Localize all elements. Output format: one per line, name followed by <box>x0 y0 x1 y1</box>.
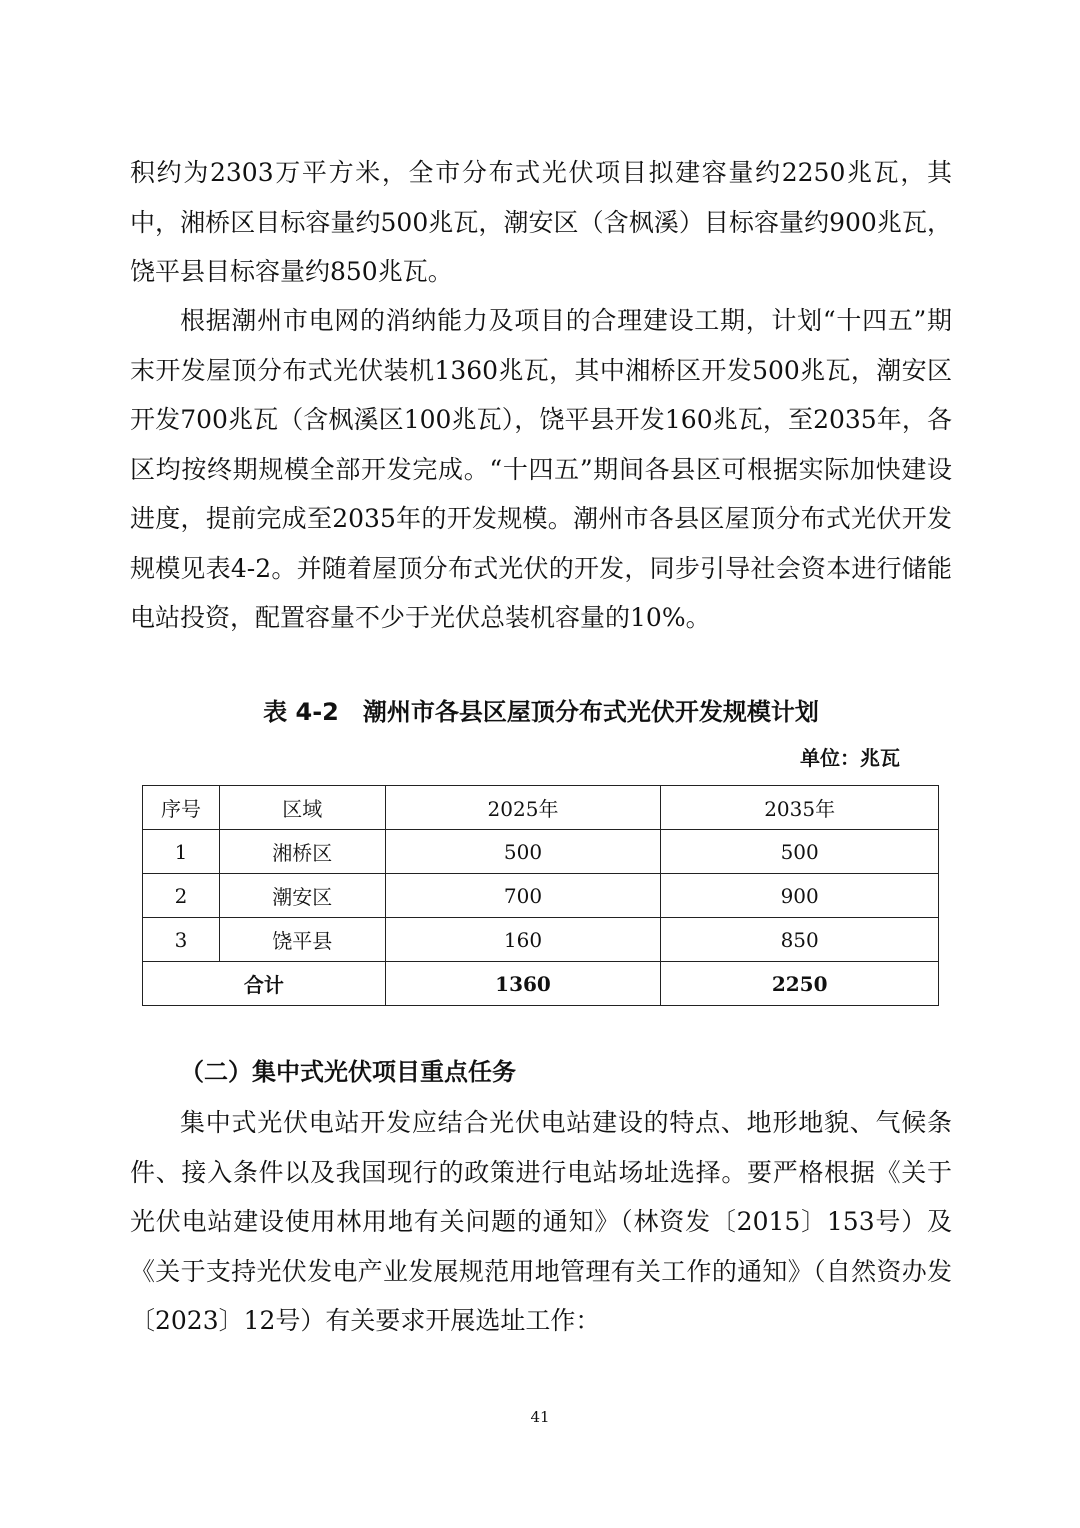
table-cell: 湘桥区 <box>219 830 385 874</box>
table-cell: 850 <box>661 918 939 962</box>
table-cell: 3 <box>143 918 220 962</box>
table-row <box>143 874 939 918</box>
capacity-table <box>142 785 939 1006</box>
paragraph-rooftop-capacity: 积约为2303万平方米，全市分布式光伏项目拟建容量约2250兆瓦，其中，湘桥区目标容量约500兆瓦，潮安区（含枫溪）目标容量约900兆瓦，饶平县目标容量约850兆瓦。 <box>130 158 952 286</box>
table-header-row <box>143 786 939 830</box>
table-cell: 饶平县 <box>219 918 385 962</box>
table-row <box>143 830 939 874</box>
header-cell-2025: 2025年 <box>385 786 661 830</box>
total-2025: 1360 <box>385 962 661 1006</box>
paragraph-site-selection: 集中式光伏电站开发应结合光伏电站建设的特点、地形地貌、气候条件、接入条件以及我国现行的政策进行电站场址选择。要严格根据《关于光伏电站建设使用林用地有关问题的通知》（林资发〔2015〕153号）及《关于支持光伏发电产业发展规范用地管理有关工作的通知》（自然资办发〔2023〕12号）有关要求开展选址工作： <box>130 1108 952 1335</box>
table-cell: 500 <box>661 830 939 874</box>
table-cell: 160 <box>385 918 661 962</box>
paragraph-development-plan: 根据潮州市电网的消纳能力及项目的合理建设工期，计划“十四五”期末开发屋顶分布式光伏装机1360兆瓦，其中湘桥区开发500兆瓦，潮安区开发700兆瓦（含枫溪区100兆瓦），饶平县开发160兆瓦，至2035年，各区均按终期规模全部开发完成。“十四五”期间各县区可根据实际加快建设进度，提前完成至2035年的开发规模。潮州市各县区屋顶分布式光伏开发规模见表4-2。并随着屋顶分布式光伏的开发，同步引导社会资本进行储能电站投资，配置容量不少于光伏总装机容量的10%。 <box>130 306 952 632</box>
section-heading: （二）集中式光伏项目重点任务 <box>180 1058 516 1086</box>
table-cell: 1 <box>143 830 220 874</box>
page-number: 41 <box>530 1408 550 1426</box>
table-title: 表 4-2 潮州市各县区屋顶分布式光伏开发规模计划 <box>263 698 819 726</box>
table-total-row <box>143 962 939 1006</box>
table-row <box>143 918 939 962</box>
table-cell: 潮安区 <box>219 874 385 918</box>
header-cell-2035: 2035年 <box>661 786 939 830</box>
header-cell-index: 序号 <box>143 786 220 830</box>
table-cell: 700 <box>385 874 661 918</box>
table-cell: 500 <box>385 830 661 874</box>
total-2035: 2250 <box>661 962 939 1006</box>
table-unit: 单位：兆瓦 <box>800 746 900 770</box>
header-cell-region: 区域 <box>219 786 385 830</box>
total-label: 合计 <box>143 962 386 1006</box>
table-cell: 2 <box>143 874 220 918</box>
table-cell: 900 <box>661 874 939 918</box>
